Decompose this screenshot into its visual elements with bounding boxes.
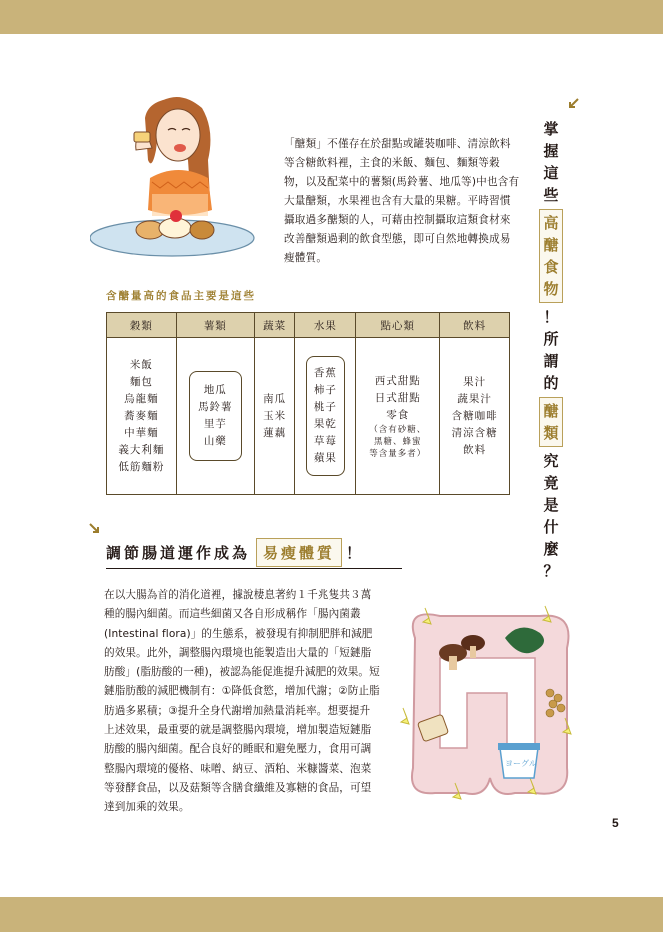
bottom-decorative-band	[0, 897, 663, 932]
table-header-vegetables: 蔬菜	[254, 313, 295, 338]
section-title: 調節腸道運作成為 易瘦體質 ！	[106, 538, 364, 567]
intro-paragraph: 「醣類」不僅存在於甜點或罐裝咖啡、清涼飲料等含糖飲料裡，主食的米飯、麵包、麵類等穀物，以及配菜中的薯類(馬鈴薯、地瓜等)中也含有大量醣類，水果裡也含有大量的果糖。平時習慣攝取過多醣類的人，可藉由控制攝取這類食材來改善醣類過剩的飲食型態，即可自然地轉換成易瘦體質。	[284, 138, 520, 264]
table-cell-grains: 米飯 麵包 烏龍麵 蕎麥麵 中華麵 義大利麵 低筋麵粉	[107, 338, 177, 495]
vertical-title-char: 握	[543, 142, 559, 160]
vertical-title-char: 是	[543, 496, 559, 514]
vertical-title-char: ！	[543, 308, 559, 326]
section-divider	[106, 568, 402, 569]
arrow-down-left-icon	[566, 97, 580, 111]
vertical-title-char: 所	[543, 330, 559, 348]
page-number: 5	[612, 816, 619, 830]
table-header-snacks: 點心類	[356, 313, 440, 338]
vertical-title-char: 麼	[543, 540, 559, 558]
vertical-title	[534, 118, 568, 582]
table-header-grains: 穀類	[107, 313, 177, 338]
top-decorative-band	[0, 0, 663, 34]
vertical-title-highlight-high-sugar: 高 醣 食 物	[539, 209, 562, 303]
arrow-down-right-icon	[88, 522, 102, 536]
vertical-title-char: ？	[543, 562, 559, 580]
body-paragraph: 在以大腸為首的消化道裡，據說棲息著約１千兆隻共３萬種的腸內細菌。而這些細菌又各自形成稱作「腸內菌叢(Intestinal flora)」的生態系，被發現有抑制肥胖和減肥的效果。此外，調整腸內環境也能製造出大量的「短鏈脂肪酸」(脂肪酸的一種)，被認為能促進提升減肥的效果。短鏈脂肪酸的減肥機制有：①降低食慾，增加代謝；②防止脂肪過多累積；③提升全身代謝增加熱量消耗率。想要提升上述效果，最重要的就是調整腸內環境，增加製造短鏈脂肪酸的腸內細菌。配合良好的睡眠和避免壓力，食用可調整腸內環境的優格、味噌、納豆、酒粕、米糠醬菜、泡菜等發酵食品，以及菇類等含膳食纖維及寡糖的食品，可望達到加乘的效果。	[104, 589, 380, 814]
vertical-title-char: 竟	[543, 474, 559, 492]
vertical-title-char: 究	[543, 452, 559, 470]
vertical-title-char: 的	[543, 374, 559, 392]
table-cell-drinks: 果汁 蔬果汁 含糖咖啡 清涼含糖 飲料	[440, 338, 510, 495]
table-title: 含醣量高的食品主要是這些	[106, 290, 256, 302]
high-sugar-food-table	[106, 312, 510, 495]
table-header-drinks: 飲料	[440, 313, 510, 338]
yogurt-label: ヨーグル	[505, 759, 537, 768]
table-header-potatoes: 薯類	[176, 313, 254, 338]
table-cell-fruits: 香蕉 柿子 桃子 果乾 草莓 蘋果	[295, 338, 356, 495]
vertical-title-char: 這	[543, 164, 559, 182]
vertical-title-char: 些	[543, 186, 559, 204]
table-cell-vegetables: 南瓜 玉米 蓮藕	[254, 338, 295, 495]
intestine-illustration	[395, 598, 580, 808]
table-header-fruits: 水果	[295, 313, 356, 338]
table-cell-potatoes: 地瓜 馬鈴薯 里芋 山藥	[176, 338, 254, 495]
vertical-title-highlight-sugar: 醣 類	[539, 397, 562, 447]
table-cell-snacks: 西式甜點 日式甜點 零食 （含有砂糖、 黑糖、蜂蜜 等含量多者）	[356, 338, 440, 495]
vertical-title-char: 什	[543, 518, 559, 536]
section-title-highlight: 易瘦體質	[256, 538, 342, 567]
vertical-title-char: 謂	[543, 352, 559, 370]
woman-eating-dessert-illustration	[90, 90, 265, 260]
vertical-title-char: 掌	[543, 120, 559, 138]
